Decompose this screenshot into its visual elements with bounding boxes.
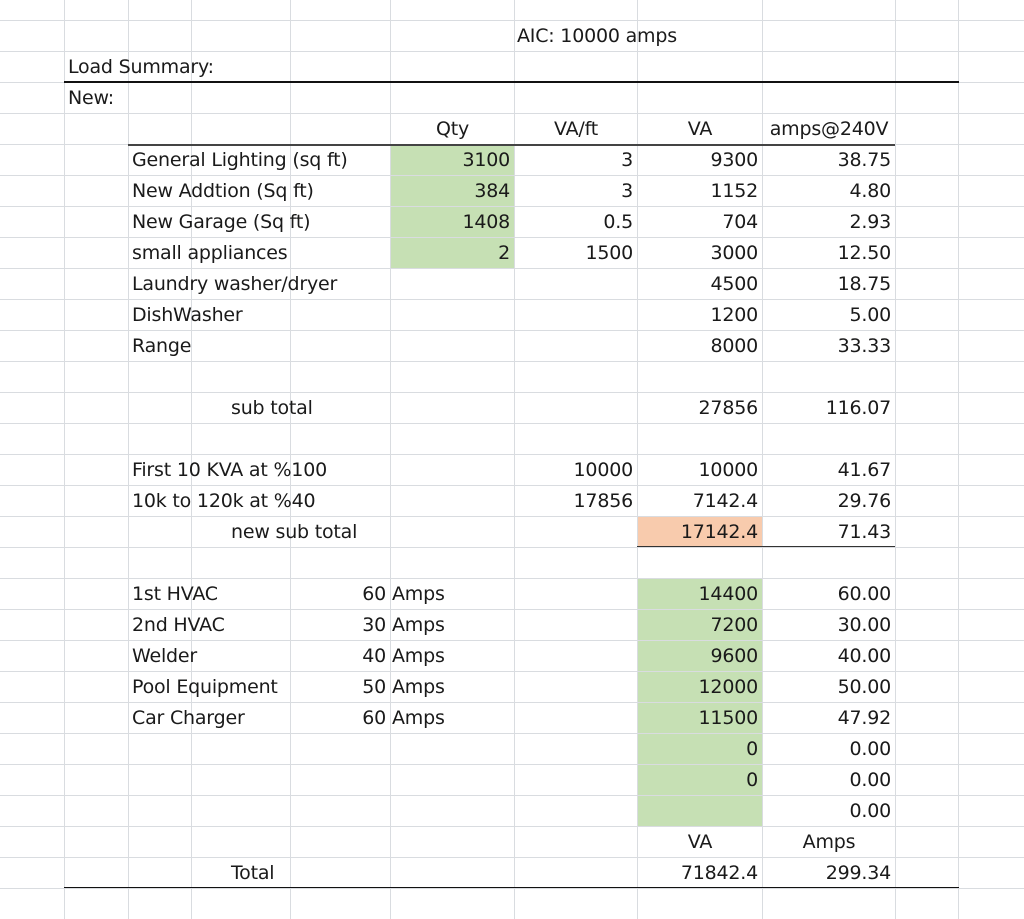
va-cell[interactable]: 10000: [698, 459, 758, 481]
sheet-title: Load Summary:: [68, 56, 214, 78]
va-cell[interactable]: 0: [746, 738, 758, 760]
unit-cell: Amps: [392, 645, 445, 667]
row-label[interactable]: First 10 KVA at %100: [132, 459, 327, 481]
amps-cell[interactable]: 4.80: [849, 180, 891, 202]
va-cell[interactable]: 9600: [710, 645, 758, 667]
va-ft-cell[interactable]: 1500: [585, 242, 633, 264]
total-label: Total: [231, 862, 275, 884]
amps-cell[interactable]: 41.67: [837, 459, 891, 481]
row-label[interactable]: Welder: [132, 645, 198, 667]
total-amps[interactable]: 299.34: [825, 862, 891, 884]
row-label[interactable]: General Lighting (sq ft): [132, 149, 348, 171]
rating-cell[interactable]: 60: [362, 707, 386, 729]
unit-cell: Amps: [392, 614, 445, 636]
va-cell[interactable]: 4500: [710, 273, 758, 295]
amps-cell[interactable]: 33.33: [837, 335, 891, 357]
row-label[interactable]: Laundry washer/dryer: [132, 273, 338, 295]
header-qty: Qty: [435, 118, 470, 140]
amps-cell[interactable]: 50.00: [837, 676, 891, 698]
amps-cell[interactable]: 18.75: [837, 273, 891, 295]
amps-cell[interactable]: 29.76: [837, 490, 891, 512]
row-label[interactable]: Pool Equipment: [132, 676, 278, 698]
qty-cell[interactable]: 2: [498, 242, 510, 264]
va-cell[interactable]: 14400: [698, 583, 758, 605]
row-label[interactable]: 1st HVAC: [132, 583, 218, 605]
new-subtotal-va[interactable]: 17142.4: [680, 521, 758, 543]
new-subtotal-label: new sub total: [231, 521, 358, 543]
row-label[interactable]: 10k to 120k at %40: [132, 490, 316, 512]
va-cell[interactable]: 7142.4: [692, 490, 758, 512]
va-cell[interactable]: [638, 796, 758, 827]
unit-cell: Amps: [392, 707, 445, 729]
va-cell[interactable]: 1152: [710, 180, 758, 202]
row-label[interactable]: New Addtion (Sq ft): [132, 180, 314, 202]
subtotal-label: sub total: [231, 397, 313, 419]
unit-cell: Amps: [392, 676, 445, 698]
va-cell[interactable]: 12000: [698, 676, 758, 698]
row-label[interactable]: small appliances: [132, 242, 288, 264]
base-cell[interactable]: 17856: [573, 490, 633, 512]
unit-cell: Amps: [392, 583, 445, 605]
amps-cell[interactable]: 0.00: [849, 738, 891, 760]
qty-cell[interactable]: 1408: [462, 211, 510, 233]
va-ft-cell[interactable]: 3: [621, 149, 633, 171]
va-cell[interactable]: 1200: [710, 304, 758, 326]
row-label[interactable]: Car Charger: [132, 707, 245, 729]
total-header-amps: Amps: [802, 831, 856, 853]
rating-cell[interactable]: 60: [362, 583, 386, 605]
total-va[interactable]: 71842.4: [680, 862, 758, 884]
amps-cell[interactable]: 0.00: [849, 800, 891, 822]
amps-cell[interactable]: 60.00: [837, 583, 891, 605]
qty-cell[interactable]: 384: [474, 180, 510, 202]
amps-cell[interactable]: 47.92: [837, 707, 891, 729]
header-va-ft: VA/ft: [554, 118, 598, 140]
amps-cell[interactable]: 30.00: [837, 614, 891, 636]
amps-cell[interactable]: 0.00: [849, 769, 891, 791]
va-ft-cell[interactable]: 0.5: [603, 211, 633, 233]
va-ft-cell[interactable]: 3: [621, 180, 633, 202]
section-label: New:: [68, 87, 115, 109]
amps-cell[interactable]: 40.00: [837, 645, 891, 667]
header-va: VA: [687, 118, 713, 140]
subtotal-amps[interactable]: 116.07: [825, 397, 891, 419]
row-label[interactable]: Range: [132, 335, 192, 357]
rating-cell[interactable]: 50: [362, 676, 386, 698]
base-cell[interactable]: 10000: [573, 459, 633, 481]
amps-cell[interactable]: 38.75: [837, 149, 891, 171]
rating-cell[interactable]: 30: [362, 614, 386, 636]
va-cell[interactable]: 8000: [710, 335, 758, 357]
va-cell[interactable]: 11500: [698, 707, 758, 729]
va-cell[interactable]: 0: [746, 769, 758, 791]
row-label[interactable]: 2nd HVAC: [132, 614, 225, 636]
va-cell[interactable]: 9300: [710, 149, 758, 171]
header-amps: amps@240V: [769, 118, 889, 140]
va-cell[interactable]: 7200: [710, 614, 758, 636]
row-label[interactable]: DishWasher: [132, 304, 243, 326]
va-cell[interactable]: 3000: [710, 242, 758, 264]
total-header-va: VA: [687, 831, 713, 853]
qty-cell[interactable]: 3100: [462, 149, 510, 171]
amps-cell[interactable]: 2.93: [849, 211, 891, 233]
aic-label: AIC: 10000 amps: [517, 25, 677, 47]
new-subtotal-amps[interactable]: 71.43: [837, 521, 891, 543]
amps-cell[interactable]: 5.00: [849, 304, 891, 326]
amps-cell[interactable]: 12.50: [837, 242, 891, 264]
row-label[interactable]: New Garage (Sq ft): [132, 211, 311, 233]
subtotal-va[interactable]: 27856: [698, 397, 758, 419]
va-cell[interactable]: 704: [722, 211, 758, 233]
rating-cell[interactable]: 40: [362, 645, 386, 667]
